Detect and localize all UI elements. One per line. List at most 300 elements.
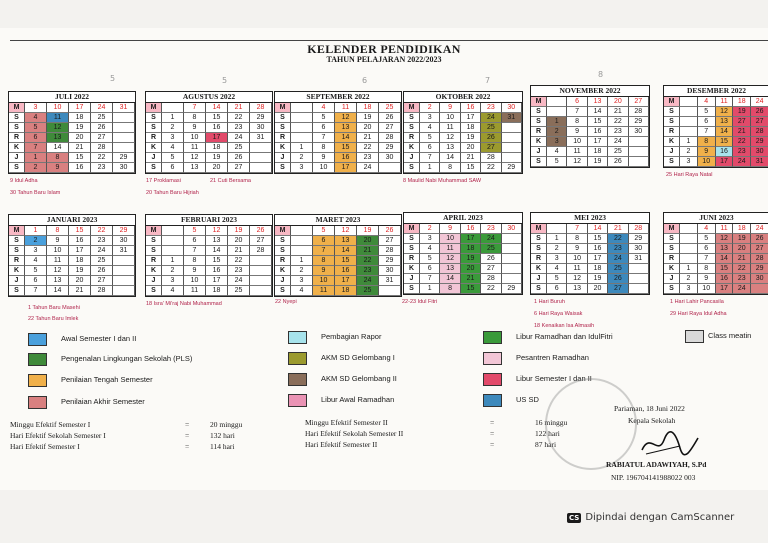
day-cell: 30 xyxy=(113,236,135,246)
weekday-label: J xyxy=(146,153,162,163)
day-cell: 16 xyxy=(461,103,481,113)
weekday-label: S xyxy=(146,123,162,133)
day-cell: 29 xyxy=(379,256,401,266)
day-cell xyxy=(680,224,698,234)
day-cell: 5 xyxy=(698,107,716,117)
legend-label: Penilaian Tengah Semester xyxy=(61,375,153,384)
day-cell: 9 xyxy=(47,236,69,246)
day-cell: 6 xyxy=(25,133,47,143)
day-cell: 27 xyxy=(250,236,272,246)
day-cell: 13 xyxy=(335,236,357,246)
day-cell: 14 xyxy=(716,127,734,137)
day-cell: 1 xyxy=(162,113,184,123)
summary-eq: = xyxy=(490,440,495,449)
day-cell: 14 xyxy=(47,143,69,153)
month-title: APRIL 2023 xyxy=(404,213,522,224)
weekday-label: S xyxy=(275,113,291,123)
day-cell: 1 xyxy=(291,143,313,153)
day-cell: 28 xyxy=(91,286,113,296)
day-cell: 15 xyxy=(206,113,228,123)
day-cell xyxy=(113,133,135,143)
day-cell: 21 xyxy=(228,103,250,113)
day-cell: 26 xyxy=(608,274,628,284)
month-title: JUNI 2023 xyxy=(664,213,768,224)
legend-swatch xyxy=(685,330,704,343)
day-cell: 15 xyxy=(588,117,608,127)
day-cell: 29 xyxy=(751,137,768,147)
day-cell xyxy=(680,127,698,137)
week-row xyxy=(275,133,401,143)
day-cell: 6 xyxy=(25,276,47,286)
week-row xyxy=(146,123,272,133)
day-cell: 31 xyxy=(629,254,649,264)
day-cell: 27 xyxy=(629,97,649,107)
holiday-note: 6 Hari Raya Waisak xyxy=(534,311,583,317)
day-cell: 12 xyxy=(440,254,460,264)
day-cell: 6 xyxy=(313,236,335,246)
day-cell: 8 xyxy=(698,264,716,274)
day-cell: 28 xyxy=(629,224,649,234)
weekday-label: S xyxy=(275,123,291,133)
day-cell: 26 xyxy=(379,113,401,123)
day-cell: 4 xyxy=(162,286,184,296)
day-cell: 31 xyxy=(502,113,522,123)
day-cell: 4 xyxy=(420,244,440,254)
scanner-text: Dipindai dengan CamScanner xyxy=(585,512,735,523)
weekday-label: K xyxy=(531,264,547,274)
legend-swatch xyxy=(288,373,307,386)
weekday-label: S xyxy=(531,244,547,254)
day-cell xyxy=(629,147,649,157)
day-cell: 25 xyxy=(91,113,113,123)
day-cell: 11 xyxy=(716,97,734,107)
weekday-label: M xyxy=(275,226,291,236)
day-cell: 18 xyxy=(69,113,91,123)
day-cell: 12 xyxy=(440,133,460,143)
day-cell: 4 xyxy=(25,256,47,266)
day-cell: 9 xyxy=(47,163,69,173)
holiday-note: 1 Hari Lahir Pancasila xyxy=(670,299,724,305)
day-cell: 17 xyxy=(588,137,608,147)
day-cell: 14 xyxy=(440,153,460,163)
week-row xyxy=(531,264,649,274)
summary-value: 20 minggu xyxy=(210,420,243,429)
week-row xyxy=(404,244,522,254)
day-cell: 18 xyxy=(335,286,357,296)
day-cell xyxy=(162,103,184,113)
legend-label: AKM SD Gelombang II xyxy=(321,374,397,383)
day-cell xyxy=(680,117,698,127)
day-cell: 22 xyxy=(608,117,628,127)
weekday-label: J xyxy=(664,274,680,284)
day-cell: 26 xyxy=(481,254,501,264)
weekday-label: S xyxy=(275,246,291,256)
day-cell xyxy=(291,236,313,246)
month-grid xyxy=(145,214,273,297)
month-grid xyxy=(403,212,523,295)
month-title: MARET 2023 xyxy=(275,215,401,226)
day-cell: 15 xyxy=(716,137,734,147)
weekday-label: M xyxy=(275,103,291,113)
summary-eq: = xyxy=(490,429,495,438)
weekday-label: S xyxy=(9,246,25,256)
weekday-label: S xyxy=(531,117,547,127)
day-cell: 6 xyxy=(313,123,335,133)
day-cell: 28 xyxy=(91,143,113,153)
weekday-label: R xyxy=(275,133,291,143)
day-cell: 6 xyxy=(698,117,716,127)
week-row xyxy=(664,244,768,254)
day-cell: 11 xyxy=(47,113,69,123)
day-cell: 4 xyxy=(547,147,567,157)
day-cell: 29 xyxy=(379,143,401,153)
weekday-label: S xyxy=(9,236,25,246)
day-cell: 24 xyxy=(608,254,628,264)
day-cell: 10 xyxy=(440,113,460,123)
day-cell xyxy=(113,276,135,286)
signature-place-date: Pariaman, 18 Juni 2022 xyxy=(614,404,685,413)
weekday-label: S xyxy=(664,107,680,117)
week-row xyxy=(664,127,768,137)
day-cell: 14 xyxy=(716,254,734,264)
school-stamp xyxy=(545,378,637,470)
weekday-label: S xyxy=(664,234,680,244)
weekday-label: R xyxy=(9,256,25,266)
day-cell: 21 xyxy=(69,143,91,153)
week-row xyxy=(404,274,522,284)
summary-label: Hari Efektif Sekolah Semester II xyxy=(305,429,404,438)
weekday-label: S xyxy=(9,113,25,123)
day-cell: 21 xyxy=(357,133,379,143)
week-row xyxy=(664,234,768,244)
day-cell: 22 xyxy=(481,163,501,173)
day-cell: 3 xyxy=(680,284,698,294)
day-cell: 2 xyxy=(547,244,567,254)
week-row xyxy=(146,133,272,143)
day-cell: 6 xyxy=(698,244,716,254)
day-cell: 19 xyxy=(69,123,91,133)
weekday-label: K xyxy=(275,143,291,153)
legend-label: Class meatin xyxy=(708,331,752,340)
summary-value: 114 hari xyxy=(210,442,235,451)
day-cell xyxy=(113,286,135,296)
day-cell: 28 xyxy=(629,107,649,117)
day-cell: 30 xyxy=(113,163,135,173)
day-cell: 23 xyxy=(608,127,628,137)
day-cell: 30 xyxy=(502,224,522,234)
month-title: FEBRUARI 2023 xyxy=(146,215,272,226)
day-cell: 22 xyxy=(357,256,379,266)
legend-label: Pengenalan Lingkungan Sekolah (PLS) xyxy=(61,354,193,363)
week-row xyxy=(275,246,401,256)
legend-label: Libur Semester I dan II xyxy=(516,374,592,383)
month-title: DESEMBER 2022 xyxy=(664,86,768,97)
day-cell: 25 xyxy=(228,286,250,296)
day-cell: 22 xyxy=(733,137,751,147)
day-cell: 7 xyxy=(25,286,47,296)
weekday-label: M xyxy=(146,103,162,113)
week-row xyxy=(9,153,135,163)
day-cell: 3 xyxy=(547,254,567,264)
day-cell: 9 xyxy=(440,103,460,113)
month-title: MEI 2023 xyxy=(531,213,649,224)
weekday-label: K xyxy=(664,137,680,147)
day-cell: 3 xyxy=(162,276,184,286)
weekday-label: R xyxy=(404,133,420,143)
day-cell: 30 xyxy=(379,266,401,276)
pencil-mark: 5 xyxy=(222,76,228,85)
week-row xyxy=(404,224,522,234)
week-row xyxy=(404,123,522,133)
day-cell: 10 xyxy=(313,276,335,286)
day-cell: 19 xyxy=(733,107,751,117)
weekday-label: R xyxy=(404,254,420,264)
day-cell: 2 xyxy=(162,123,184,133)
week-row xyxy=(404,103,522,113)
day-cell xyxy=(502,153,522,163)
week-row xyxy=(664,107,768,117)
day-cell: 2 xyxy=(420,224,440,234)
month-title: OKTOBER 2022 xyxy=(404,92,522,103)
day-cell: 7 xyxy=(698,127,716,137)
day-cell xyxy=(680,107,698,117)
day-cell: 31 xyxy=(250,133,272,143)
top-rule xyxy=(10,40,768,41)
week-row xyxy=(531,254,649,264)
month-grid xyxy=(663,212,768,295)
week-row xyxy=(275,256,401,266)
day-cell: 1 xyxy=(547,234,567,244)
day-cell: 28 xyxy=(481,153,501,163)
day-cell: 18 xyxy=(733,224,751,234)
weekday-label: J xyxy=(9,153,25,163)
week-row xyxy=(275,226,401,236)
day-cell: 24 xyxy=(91,246,113,256)
day-cell: 14 xyxy=(588,224,608,234)
day-cell: 10 xyxy=(440,234,460,244)
week-row xyxy=(275,236,401,246)
day-cell: 12 xyxy=(567,157,587,167)
day-cell xyxy=(680,234,698,244)
day-cell: 27 xyxy=(91,133,113,143)
weekday-label: M xyxy=(664,224,680,234)
day-cell: 10 xyxy=(698,284,716,294)
weekday-label: S xyxy=(275,236,291,246)
legend-label: Pembagian Rapor xyxy=(321,332,382,341)
summary-eq: = xyxy=(185,420,190,429)
day-cell: 1 xyxy=(420,163,440,173)
day-cell: 20 xyxy=(69,276,91,286)
weekday-label: M xyxy=(531,97,547,107)
day-cell: 4 xyxy=(25,113,47,123)
day-cell xyxy=(379,163,401,173)
legend-swatch xyxy=(483,331,502,344)
day-cell xyxy=(502,264,522,274)
week-row xyxy=(531,137,649,147)
day-cell: 17 xyxy=(335,276,357,286)
day-cell: 24 xyxy=(228,276,250,286)
weekday-label: S xyxy=(275,286,291,296)
week-row xyxy=(531,234,649,244)
day-cell: 13 xyxy=(440,264,460,274)
day-cell: 7 xyxy=(567,224,587,234)
day-cell: 21 xyxy=(733,254,751,264)
day-cell: 10 xyxy=(567,137,587,147)
day-cell: 17 xyxy=(461,234,481,244)
day-cell: 29 xyxy=(751,264,768,274)
day-cell: 23 xyxy=(91,163,113,173)
holiday-note: 22 Nyepi xyxy=(275,299,297,305)
weekday-label: K xyxy=(404,143,420,153)
weekday-label: K xyxy=(146,143,162,153)
day-cell: 13 xyxy=(335,123,357,133)
day-cell: 24 xyxy=(751,97,768,107)
day-cell: 4 xyxy=(162,143,184,153)
day-cell xyxy=(680,244,698,254)
day-cell: 23 xyxy=(733,274,751,284)
weekday-label: S xyxy=(9,123,25,133)
week-row xyxy=(664,254,768,264)
week-row xyxy=(9,246,135,256)
day-cell: 7 xyxy=(567,107,587,117)
day-cell: 20 xyxy=(733,244,751,254)
summary-value: 132 hari xyxy=(210,431,235,440)
holiday-note: 20 Tahun Baru Hijriah xyxy=(146,190,199,196)
day-cell xyxy=(502,123,522,133)
pencil-mark: 7 xyxy=(485,76,491,85)
day-cell: 8 xyxy=(47,226,69,236)
holiday-note: 8 Maulid Nabi Muhammad SAW xyxy=(403,178,482,184)
weekday-label: S xyxy=(275,163,291,173)
week-row xyxy=(275,123,401,133)
day-cell: 23 xyxy=(91,236,113,246)
day-cell: 24 xyxy=(481,113,501,123)
day-cell: 5 xyxy=(162,153,184,163)
day-cell: 18 xyxy=(206,143,228,153)
day-cell: 24 xyxy=(733,157,751,167)
day-cell: 16 xyxy=(588,244,608,254)
day-cell xyxy=(162,226,184,236)
day-cell: 4 xyxy=(420,123,440,133)
day-cell: 16 xyxy=(716,274,734,284)
day-cell: 22 xyxy=(481,284,501,294)
day-cell: 27 xyxy=(751,244,768,254)
day-cell: 20 xyxy=(588,284,608,294)
day-cell: 31 xyxy=(113,103,135,113)
week-row xyxy=(146,286,272,296)
day-cell: 3 xyxy=(162,133,184,143)
day-cell: 20 xyxy=(357,236,379,246)
day-cell: 4 xyxy=(698,97,716,107)
day-cell: 12 xyxy=(567,274,587,284)
month-grid xyxy=(8,91,136,174)
week-row xyxy=(146,113,272,123)
day-cell: 26 xyxy=(379,226,401,236)
legend-swatch xyxy=(483,373,502,386)
weekday-label: S xyxy=(404,234,420,244)
weekday-label: S xyxy=(146,163,162,173)
month-title: NOVEMBER 2022 xyxy=(531,86,649,97)
day-cell: 24 xyxy=(481,234,501,244)
day-cell: 1 xyxy=(25,153,47,163)
day-cell: 27 xyxy=(228,163,250,173)
day-cell: 9 xyxy=(698,147,716,157)
weekday-label: J xyxy=(404,274,420,284)
day-cell: 3 xyxy=(680,157,698,167)
holiday-note: 22 Tahun Baru Imlek xyxy=(28,316,79,322)
day-cell: 15 xyxy=(716,264,734,274)
day-cell xyxy=(291,246,313,256)
week-row xyxy=(146,236,272,246)
day-cell: 10 xyxy=(313,163,335,173)
week-row xyxy=(275,163,401,173)
weekday-label: J xyxy=(9,276,25,286)
day-cell: 20 xyxy=(461,143,481,153)
week-row xyxy=(146,256,272,266)
day-cell: 11 xyxy=(716,224,734,234)
weekday-label: R xyxy=(146,133,162,143)
weekday-label: S xyxy=(146,246,162,256)
week-row xyxy=(664,117,768,127)
holiday-note: 9 Idul Adha xyxy=(10,178,38,184)
weekday-label: K xyxy=(9,143,25,153)
day-cell: 15 xyxy=(588,234,608,244)
summary-label: Hari Efektif Semester II xyxy=(305,440,378,449)
week-row xyxy=(404,264,522,274)
day-cell xyxy=(629,274,649,284)
legend-label: Libur Ramadhan dan IdulFitri xyxy=(516,332,613,341)
holiday-note: 18 Kenaikan Isa Almasih xyxy=(534,323,595,329)
day-cell: 24 xyxy=(608,137,628,147)
month-title: AGUSTUS 2022 xyxy=(146,92,272,103)
week-row xyxy=(531,147,649,157)
day-cell: 10 xyxy=(47,246,69,256)
legend-label: AKM SD Gelombang I xyxy=(321,353,395,362)
weekday-label: S xyxy=(404,284,420,294)
day-cell: 11 xyxy=(567,147,587,157)
week-row xyxy=(146,163,272,173)
day-cell: 17 xyxy=(461,113,481,123)
week-row xyxy=(664,97,768,107)
day-cell xyxy=(291,103,313,113)
week-row xyxy=(664,137,768,147)
page-title: KELENDER PENDIDIKAN xyxy=(307,42,461,56)
weekday-label: S xyxy=(404,113,420,123)
day-cell: 2 xyxy=(680,147,698,157)
day-cell: 7 xyxy=(420,274,440,284)
day-cell: 29 xyxy=(113,226,135,236)
month-grid xyxy=(530,85,650,168)
weekday-label: K xyxy=(9,266,25,276)
legend-swatch xyxy=(28,353,47,366)
signature-scribble xyxy=(640,430,700,458)
day-cell: 2 xyxy=(420,103,440,113)
signature-nip: NIP. 196704141988022 003 xyxy=(611,473,696,482)
day-cell xyxy=(680,97,698,107)
week-row xyxy=(404,284,522,294)
day-cell xyxy=(502,244,522,254)
day-cell: 14 xyxy=(588,107,608,117)
day-cell: 7 xyxy=(698,254,716,264)
day-cell xyxy=(250,256,272,266)
day-cell: 10 xyxy=(184,276,206,286)
day-cell: 28 xyxy=(481,274,501,284)
day-cell xyxy=(250,286,272,296)
day-cell: 17 xyxy=(588,254,608,264)
day-cell: 31 xyxy=(113,246,135,256)
day-cell xyxy=(547,97,567,107)
day-cell: 10 xyxy=(47,103,69,113)
